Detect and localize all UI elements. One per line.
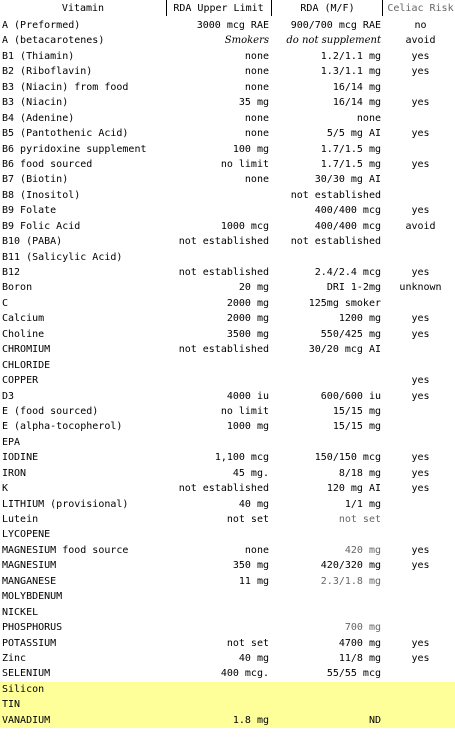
cell-rda: 16/14 mg [332, 81, 381, 93]
table-row [0, 713, 455, 728]
cell-rda: 400/400 mcg [314, 205, 381, 217]
cell-upper-limit: 2000 mg [226, 297, 269, 309]
cell-celiac-risk: yes [411, 375, 430, 387]
header-divider [382, 0, 383, 16]
cell-vitamin: PHOSPHORUS [2, 622, 63, 634]
cell-upper-limit: not established [178, 267, 269, 278]
cell-rda: 1200 mg [338, 313, 381, 325]
header-upper-limit: RDA Upper Limit [173, 3, 264, 14]
table-row [0, 512, 455, 527]
cell-vitamin: MAGNESIUM food source [2, 544, 129, 556]
table-row [0, 666, 455, 681]
cell-vitamin: B9 Folic Acid [2, 220, 81, 232]
cell-celiac-risk: yes [411, 637, 430, 649]
cell-rda: 15/15 mg [332, 421, 381, 433]
cell-rda: DRI 1-2mg [326, 282, 381, 294]
cell-vitamin: IRON [2, 467, 27, 479]
cell-vitamin: CHLORIDE [2, 359, 51, 371]
cell-celiac-risk: yes [411, 158, 430, 170]
cell-rda: 1.7/1.5 mg [320, 158, 381, 170]
cell-vitamin: CHROMIUM [2, 344, 51, 356]
cell-rda: 1/1 mg [344, 498, 381, 510]
cell-upper-limit: none [244, 66, 269, 78]
cell-rda: 400/400 mcg [314, 220, 381, 232]
cell-upper-limit: none [244, 112, 269, 124]
cell-vitamin: B12 [2, 267, 21, 278]
table-row [0, 80, 455, 95]
table-row [0, 280, 455, 295]
cell-vitamin: Boron [2, 282, 33, 294]
table-row [0, 558, 455, 573]
cell-vitamin: B6 pyridoxine supplement [2, 143, 147, 155]
cell-celiac-risk: yes [411, 313, 430, 325]
cell-vitamin: COPPER [2, 375, 39, 387]
table-row [0, 358, 455, 373]
cell-upper-limit: 3000 mcg RAE [196, 20, 269, 31]
table-row [0, 404, 455, 419]
table-row [0, 311, 455, 326]
table-row [0, 497, 455, 512]
table-row [0, 142, 455, 157]
cell-vitamin: LYCOPENE [2, 529, 51, 541]
header-divider [166, 0, 167, 16]
table-row [0, 682, 455, 697]
cell-celiac-risk: yes [411, 452, 430, 464]
cell-rda: 30/30 mg AI [314, 174, 381, 186]
header-divider [271, 0, 272, 16]
cell-upper-limit: 350 mg [232, 560, 269, 572]
cell-celiac-risk: yes [411, 652, 430, 664]
cell-vitamin: B9 Folate [2, 205, 57, 217]
cell-vitamin: MAGNESIUM [2, 560, 57, 572]
cell-vitamin: NICKEL [2, 606, 39, 618]
cell-rda: 1.3/1.1 mg [320, 66, 381, 78]
cell-vitamin: E (food sourced) [2, 405, 99, 417]
cell-rda: 1.7/1.5 mg [320, 143, 381, 155]
cell-vitamin: E (alpha-tocopherol) [2, 421, 123, 433]
cell-rda: 5/5 mg AI [326, 128, 381, 140]
cell-rda: ND [368, 714, 381, 726]
cell-upper-limit: 11 mg [238, 575, 269, 587]
table-row [0, 389, 455, 404]
cell-upper-limit: none [244, 50, 269, 62]
cell-vitamin: B7 (Biotin) [2, 174, 69, 186]
cell-rda: 11/8 mg [338, 652, 381, 664]
cell-upper-limit: 45 mg. [232, 467, 269, 479]
cell-upper-limit: not set [226, 514, 269, 525]
cell-upper-limit: 1,100 mcg [214, 452, 269, 464]
cell-rda: 120 mg AI [326, 483, 381, 495]
table-row [0, 543, 455, 558]
table-row [0, 605, 455, 620]
table-row [0, 373, 455, 388]
cell-vitamin: C [2, 297, 9, 309]
cell-vitamin: B2 (Riboflavin) [2, 66, 93, 78]
cell-celiac-risk: yes [411, 328, 430, 340]
table-row [0, 157, 455, 172]
cell-rda: 15/15 mg [332, 405, 381, 417]
table-row [0, 126, 455, 141]
cell-vitamin: B1 (Thiamin) [2, 50, 75, 62]
cell-upper-limit: none [244, 81, 269, 93]
table-row [0, 481, 455, 496]
cell-upper-limit: 1000 mg [226, 421, 269, 433]
cell-vitamin: B11 (Salicylic Acid) [2, 251, 123, 263]
cell-vitamin: B5 (Pantothenic Acid) [2, 128, 129, 140]
cell-celiac-risk: avoid [405, 35, 436, 47]
cell-upper-limit: 4000 iu [226, 390, 269, 402]
cell-rda: 600/600 iu [320, 390, 381, 402]
cell-vitamin: POTASSIUM [2, 637, 57, 649]
cell-vitamin: Choline [2, 328, 45, 340]
table-row [0, 111, 455, 126]
cell-celiac-risk: yes [411, 467, 430, 479]
cell-vitamin: Lutein [2, 514, 39, 525]
cell-vitamin: MOLYBDENUM [2, 591, 63, 603]
cell-vitamin: Calcium [2, 313, 45, 325]
cell-upper-limit: 2000 mg [226, 313, 269, 325]
cell-rda: 420 mg [344, 544, 381, 556]
cell-upper-limit: 400 mcg. [220, 668, 269, 680]
cell-rda: not set [338, 514, 381, 525]
cell-celiac-risk: yes [411, 97, 430, 109]
table-row [0, 419, 455, 434]
cell-rda: 4700 mg [338, 637, 381, 649]
cell-celiac-risk: yes [411, 483, 430, 495]
cell-upper-limit: not set [226, 637, 269, 649]
cell-rda: 550/425 mg [320, 328, 381, 340]
cell-celiac-risk: yes [411, 205, 430, 217]
cell-rda: 700 mg [344, 622, 381, 634]
cell-celiac-risk: yes [411, 390, 430, 402]
cell-celiac-risk: yes [411, 66, 430, 78]
cell-celiac-risk: unknown [399, 282, 442, 294]
cell-celiac-risk: yes [411, 50, 430, 62]
cell-rda: 2.3/1.8 mg [320, 575, 381, 587]
table-row [0, 172, 455, 187]
cell-celiac-risk: yes [411, 560, 430, 572]
cell-vitamin: A (Preformed) [2, 20, 81, 31]
table-row [0, 49, 455, 64]
cell-upper-limit: 35 mg [238, 97, 269, 109]
cell-upper-limit: 100 mg [232, 143, 269, 155]
header-vitamin: Vitamin [61, 3, 105, 14]
table-row [0, 33, 455, 48]
cell-rda: none [356, 112, 381, 124]
cell-upper-limit: not established [178, 344, 269, 356]
cell-upper-limit: Smokers [224, 35, 269, 47]
cell-vitamin: Zinc [2, 652, 27, 664]
cell-vitamin: B3 (Niacin) [2, 97, 69, 109]
cell-celiac-risk: yes [411, 267, 430, 278]
table-row [0, 589, 455, 604]
cell-upper-limit: 3500 mg [226, 328, 269, 340]
cell-upper-limit: 20 mg [238, 282, 269, 294]
cell-upper-limit: not established [178, 236, 269, 248]
cell-rda: 150/150 mcg [314, 452, 381, 464]
cell-celiac-risk: no [414, 20, 427, 31]
table-row [0, 651, 455, 666]
header-celiac-risk: Celiac Risk [387, 3, 454, 14]
cell-upper-limit: none [244, 544, 269, 556]
cell-rda: 420/320 mg [320, 560, 381, 572]
table-row [0, 450, 455, 465]
table-body [0, 18, 455, 728]
cell-rda: do not supplement [286, 35, 381, 47]
cell-upper-limit: not established [178, 483, 269, 495]
cell-rda: 55/55 mcg [326, 668, 381, 680]
table-row [0, 342, 455, 357]
table-row [0, 250, 455, 265]
cell-vitamin: MANGANESE [2, 575, 57, 587]
cell-rda: 2.4/2.4 mcg [314, 267, 381, 278]
table-row [0, 203, 455, 218]
table-row [0, 188, 455, 203]
cell-rda: not established [290, 236, 381, 248]
table-row [0, 234, 455, 249]
table-row [0, 265, 455, 280]
table-row [0, 697, 455, 712]
cell-vitamin: B10 (PABA) [2, 236, 63, 248]
cell-upper-limit: none [244, 128, 269, 140]
cell-upper-limit: no limit [220, 158, 269, 170]
cell-rda: not established [290, 189, 381, 201]
table-row [0, 18, 455, 33]
cell-upper-limit: 1000 mcg [220, 220, 269, 232]
cell-vitamin: SELENIUM [2, 668, 51, 680]
table-row [0, 219, 455, 234]
cell-rda: 16/14 mg [332, 97, 381, 109]
cell-vitamin: VANADIUM [2, 714, 51, 726]
cell-upper-limit: 40 mg [238, 652, 269, 664]
cell-vitamin: EPA [2, 436, 21, 448]
cell-rda: 900/700 mcg RAE [290, 20, 381, 31]
cell-upper-limit: no limit [220, 405, 269, 417]
cell-vitamin: IODINE [2, 452, 39, 464]
cell-upper-limit: none [244, 174, 269, 186]
table-row [0, 466, 455, 481]
table-row [0, 296, 455, 311]
cell-celiac-risk: avoid [405, 220, 436, 232]
cell-vitamin: B8 (Inositol) [2, 189, 81, 201]
table-row [0, 620, 455, 635]
cell-celiac-risk: yes [411, 128, 430, 140]
header-rda: RDA (M/F) [300, 3, 355, 14]
cell-rda: 8/18 mg [338, 467, 381, 479]
table-row [0, 435, 455, 450]
cell-vitamin: B3 (Niacin) from food [2, 81, 129, 93]
table-row [0, 64, 455, 79]
cell-vitamin: TIN [2, 699, 21, 711]
cell-vitamin: B6 food sourced [2, 158, 93, 170]
table-row [0, 95, 455, 110]
table-row [0, 574, 455, 589]
cell-vitamin: D3 [2, 390, 15, 402]
cell-vitamin: A (betacarotenes) [2, 35, 105, 47]
table-row [0, 636, 455, 651]
cell-vitamin: LITHIUM (provisional) [2, 498, 129, 510]
table-header [0, 0, 455, 18]
cell-rda: 1.2/1.1 mg [320, 50, 381, 62]
cell-celiac-risk: yes [411, 544, 430, 556]
cell-upper-limit: 40 mg [238, 498, 269, 510]
cell-rda: 125mg smoker [308, 297, 381, 309]
cell-vitamin: Silicon [2, 683, 45, 695]
table-row [0, 527, 455, 542]
cell-vitamin: K [2, 483, 9, 495]
cell-upper-limit: 1.8 mg [232, 714, 269, 726]
table-row [0, 327, 455, 342]
cell-vitamin: B4 (Adenine) [2, 112, 75, 124]
cell-rda: 30/20 mcg AI [308, 344, 381, 356]
